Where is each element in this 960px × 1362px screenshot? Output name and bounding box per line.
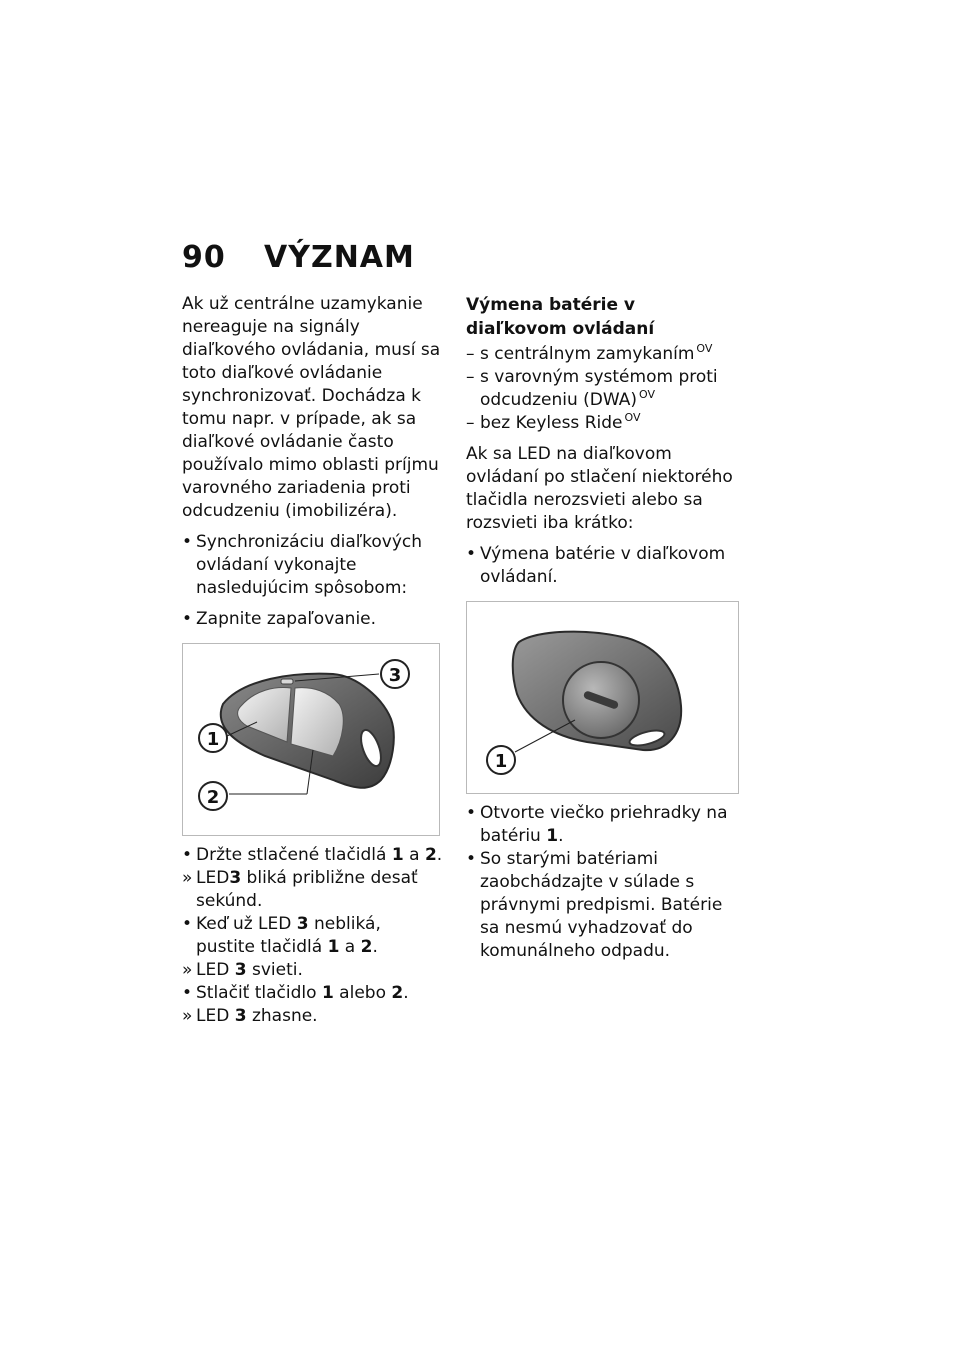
equipment-options-list [466, 343, 738, 435]
callout-label-3: 3 [388, 665, 402, 686]
list-item: • Synchronizáciu diaľkových ovládaní vykonajte nasledujúcim spôsobom: [182, 532, 423, 598]
synchronization-steps [182, 844, 444, 1028]
step-item: • Keď už LED 3 nebliká, pustite tlačidlá 1 a 2. [182, 914, 381, 957]
step-item: • Držte stlačené tlačidlá 1 a 2. [182, 845, 443, 865]
condition-paragraph: Ak sa LED na diaľkovom ovládaní po stlačení niektorého tlačidla nerozsvieti alebo sa rozsvieti iba krátko: [466, 444, 733, 533]
list-item: • So starými batériami zaobchádzajte v súlade s právnymi predpismi. Batérie sa nesmú vyhadzovať do komunálneho odpadu. [466, 849, 723, 961]
option-item: – bez Keyless Ride $^{OV}$ [466, 411, 641, 433]
page-number: 90 [182, 240, 226, 275]
step-item: • Stlačiť tlačidlo 1 alebo 2. [182, 983, 409, 1003]
right-column [466, 293, 738, 963]
led-indicator [281, 679, 293, 684]
list-item: • Zapnite zapaľovanie. [182, 609, 377, 629]
preparation-list [182, 531, 444, 631]
list-item: • Výmena batérie v diaľkovom ovládaní. [466, 544, 726, 587]
battery-steps-list [466, 802, 738, 963]
callout-label-1: 1 [206, 729, 220, 750]
key-fob-buttons-figure [182, 643, 440, 836]
intro-paragraph: Ak už centrálne uzamykanie nereaguje na signály diaľkového ovládania, musí sa toto diaľkové ovládanie synchronizovať. Dochádza k tomu napr. v prípade, ak sa diaľkové ovládanie často používalo mimo oblasti príjmu varovného zariadenia proti odcudzeniu (imobilizéra). [182, 294, 441, 521]
step-item: » LED3 bliká približne desať sekúnd. [182, 868, 418, 911]
page-title: VÝZNAM [264, 240, 415, 275]
section-heading: Výmena batérie v diaľkovom ovládaní [466, 295, 655, 339]
callout-label-2: 2 [206, 787, 220, 808]
list-item: • Otvorte viečko priehradky na batériu 1. [466, 803, 728, 846]
left-column [182, 293, 444, 1028]
step-item: » LED 3 zhasne. [182, 1006, 318, 1026]
option-item: – s centrálnym zamykaním $^{OV}$ [466, 342, 713, 364]
step-item: » LED 3 svieti. [182, 960, 303, 980]
battery-action-list [466, 543, 738, 589]
battery-cover-figure [466, 601, 739, 794]
key-fob-back-illustration [467, 602, 738, 793]
option-item: – s varovným systémom proti odcudzeniu (DWA) $^{OV}$ [466, 367, 718, 410]
key-fob-illustration [183, 644, 439, 835]
callout-label-1: 1 [494, 751, 508, 772]
